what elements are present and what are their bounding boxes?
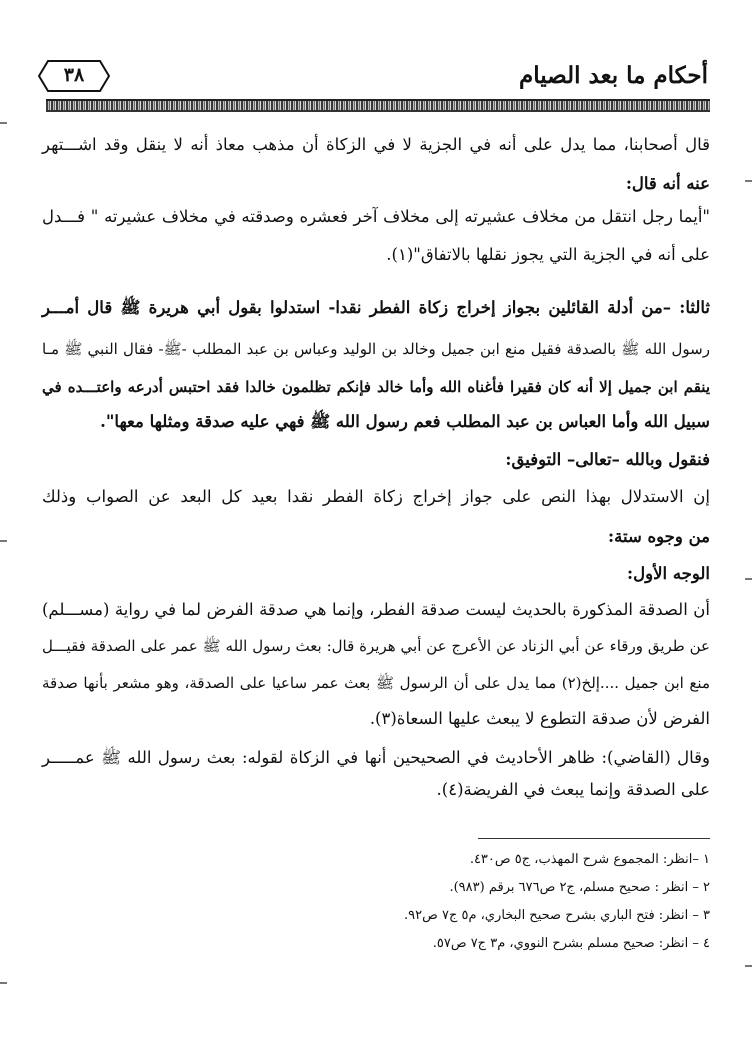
section-heading: الوجه الأول: [627, 564, 710, 583]
body-line: إن الاستدلال بهذا النص على جواز إخراج زكاة الفطر نقدا بعيد كل البعد عن الصواب وذلك [42, 487, 710, 506]
body-line: عنه أنه قال: [625, 174, 710, 193]
margin-mark [0, 122, 7, 124]
margin-mark [745, 180, 752, 182]
body-line: على الصدقة وإنما يبعث في الفريضة(٤). [436, 780, 710, 799]
header-divider [46, 99, 710, 112]
body-line: قال أصحابنا، مما يدل على أنه في الجزية لا في الزكاة أن مذهب معاذ أنه لا ينقل وقد اشـــتهر [42, 135, 710, 154]
body-line: سبيل الله وأما العباس بن عبد المطلب فعم رسول الله ﷺ فهي عليه صدقة ومثلها معها". [100, 412, 710, 431]
footnote: ٤ – انظر: صحيح مسلم بشرح النووي، م٣ ج٧ ص٥٧. [432, 936, 710, 951]
running-head-title: أحكام ما بعد الصيام [518, 62, 708, 89]
section-heading: فنقول وبالله –تعالى– التوفيق: [505, 450, 710, 469]
body-line: الفرض لأن صدقة التطوع لا يبعث عليها السعاة(٣). [369, 709, 710, 728]
page-number-badge [38, 60, 110, 92]
margin-mark [745, 578, 752, 580]
margin-mark [0, 982, 7, 984]
section-heading: من وجوه ستة: [608, 527, 710, 546]
body-line: وقال (القاضي): ظاهر الأحاديث في الصحيحين أنها في الزكاة لقوله: بعث رسول الله ﷺ عمـــــر [42, 748, 710, 767]
margin-mark [0, 540, 7, 542]
margin-mark [745, 965, 752, 967]
body-line: على أنه في الجزية التي يجوز نقلها بالاتفاق"(١). [386, 245, 710, 264]
body-line: "أيما رجل انتقل من مخلاف عشيرته إلى مخلاف آخر فعشره وصدقته في مخلاف عشيرته " فـــدل [42, 207, 710, 226]
body-line: ينقم ابن جميل إلا أنه كان فقيرا فأغناه الله وأما خالد فإنكم تظلمون خالدا فقد احتبس أدرعه واعتـــده في [42, 378, 710, 396]
footnote: ١ –انظر: المجموع شرح المهذب، ج٥ ص٤٣٠. [469, 852, 710, 867]
body-line: ثالثا: –من أدلة القائلين بجواز إخراج زكاة الفطر نقدا- استدلوا بقول أبي هريرة ﷺ قال أمـــر [42, 298, 710, 317]
footnote: ٣ – انظر: فتح الباري بشرح صحيح البخاري، م٥ ج٧ ص٩٢. [404, 908, 710, 923]
body-line: رسول الله ﷺ بالصدقة فقيل منع ابن جميل وخالد بن الوليد وعباس بن عبد المطلب -ﷺ- فقال النبي ﷺ مـا [42, 340, 710, 358]
body-line: عن طريق ورقاء عن أبي الزناد عن الأعرج عن أبي هريرة قال: بعث رسول الله ﷺ عمر على الصدقة فقيـــل [42, 637, 710, 655]
page-number: ٣٨ [63, 64, 85, 86]
body-line: أن الصدقة المذكورة بالحديث ليست صدقة الفطر، وإنما هي صدقة الفرض لما في رواية (مســـلم) [42, 600, 710, 619]
body-line: منع ابن جميل ....إلخ(٢) مما يدل على أن الرسول ﷺ بعث عمر ساعيا على الصدقة، وهو مشعر بأنها صدقة [42, 674, 710, 692]
footnote: ٢ – انظر : صحيح مسلم، ج٢ ص٦٧٦ برقم (٩٨٣). [449, 880, 710, 895]
footnote-divider [478, 838, 710, 839]
